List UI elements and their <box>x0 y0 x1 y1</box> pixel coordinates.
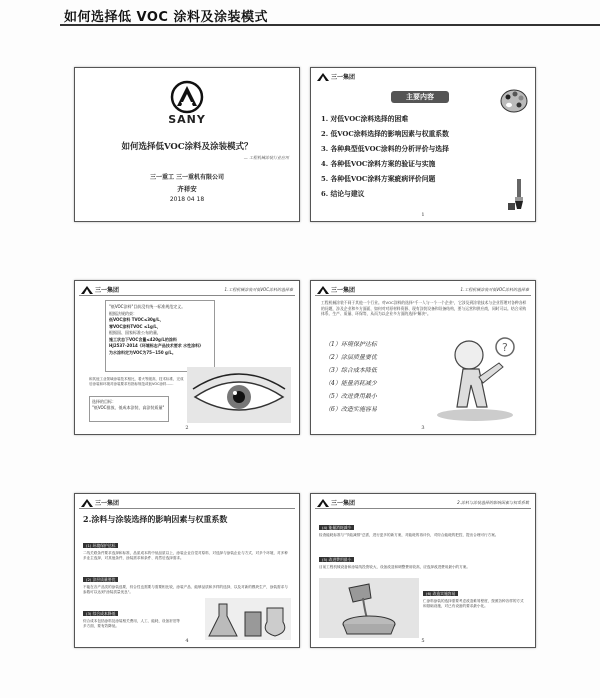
factor-text: 检查能耗标准与"节能减排"总需，进行更多的新方案，对能耗的再评价，对综合能耗的把控，提出合理可行方案。 <box>319 533 499 537</box>
factor-text: 仁涂料涂装的选择需要考虑改造难易程度，按照各种各样的方式和基础设施，对已有设备的要求最小化。 <box>423 599 524 608</box>
policy-line: "低VOC涂料"目前没有统一标准规范定义。 <box>109 304 186 309</box>
factor-section <box>423 580 527 609</box>
factor-section <box>319 546 527 570</box>
factor-text: 综合成本包括涂料及涂装相关费用，人工、能耗、设备折旧等多方面，要有效降低。 <box>83 619 181 628</box>
company-name: 三一重工 三一重机有限公司 <box>149 174 225 181</box>
factor-tag: (4) 能量消耗减少 <box>319 525 354 530</box>
page-header: 如何选择低 VOC 涂料及涂装模式 <box>64 10 268 25</box>
brand-header <box>317 72 355 81</box>
sany-logo-icon <box>167 80 207 114</box>
agenda-banner: 主要内容 <box>391 91 449 103</box>
brand-name: 三一集团 <box>95 287 120 294</box>
criteria-item: （6）改造实施容易 <box>325 406 377 413</box>
agenda-list <box>321 112 449 202</box>
policy-box <box>105 300 215 372</box>
slide-number: 1 <box>421 212 425 218</box>
sany-mark-icon <box>81 499 93 507</box>
factor-section <box>319 514 527 538</box>
paint-brush-icon <box>507 177 531 211</box>
agenda-item: 3. 各种典型低VOC涂料的分析评价与选择 <box>321 145 449 153</box>
factor-tag: (3) 综合成本降低 <box>83 611 118 616</box>
factor-text: 不能在各产品类的涂装选要，综合性也需要与需要相比较，涂装产品、能够品质和多样的选择，以及对新的模块生产，涂装需求与参数可以达到"涂装质量优良"。 <box>83 585 288 594</box>
header-rule <box>60 24 600 26</box>
slide-selection-criteria[interactable] <box>310 280 536 435</box>
slide-main-title: 如何选择低VOC涂料及涂装模式？ <box>121 142 253 152</box>
policy-line: 根据法规约束： <box>109 310 137 316</box>
brand-header <box>81 498 119 507</box>
slide-number: 2 <box>185 425 189 431</box>
agenda-item: 5. 各种低VOC涂料方案疵病评价问题 <box>321 175 436 183</box>
slide-intro: 工程机械涂装不同于其他一个行业。对VOC涂料的选择"千一人与一个一个企业"，它涉及到涂装技术与企业管理对各种各样的问题，涉及企业和多方面面，如何对对原材料资源、现有涂装设备和设备结构，要与运营和供应商，同时可以。结合采购体系、生产、质量、环保等，从而为以企业多方面的选择"解决"。 <box>321 300 527 316</box>
slide-big-title: 2.涂料与涂装选择的影响因素与权重系数 <box>83 514 228 524</box>
svg-text:?: ? <box>502 341 508 354</box>
policy-line: 零VOC涂料TVOC ≤1g/L， <box>109 323 161 329</box>
factor-tag: (2) 涂层质量要优 <box>83 577 118 582</box>
factor-section <box>83 566 291 595</box>
slide-section-tag: 1.工程机械涂装对低VOC涂料的选择难 <box>224 287 293 292</box>
goal-box <box>89 396 169 422</box>
slide-selection-difficulty[interactable] <box>74 280 300 435</box>
eye-photo-image <box>187 367 291 423</box>
author-name: 齐祥安 <box>177 185 197 193</box>
palette-icon <box>499 86 529 116</box>
factor-tag: (1) 环境保护达标 <box>83 543 118 548</box>
factor-text: 目前工程机械设备和涂装线投资较大，设备改造和调整费用较高，应选择改进费用最小的方案。 <box>319 565 470 569</box>
goal-title: 选择的目标： <box>92 399 116 404</box>
slide-rule <box>315 508 531 509</box>
slide-influencing-factors-cont[interactable] <box>310 493 536 648</box>
criteria-item: （5）改进费用最小 <box>325 393 377 400</box>
brand-name: 三一集团 <box>331 287 356 294</box>
factor-text: 二线关联条件要求选择和标准，品质成本的中低品质以上，涂装企业自觉对原料、对选择与涂装企业与方式、对多个环境，对多种多业主选择，对其他条件，涂装需求和条件、再然后选择需求。 <box>83 551 288 560</box>
paint-pour-image <box>319 578 419 638</box>
factor-section <box>83 600 183 629</box>
brand-name: 三一集团 <box>331 74 356 81</box>
agenda-item: 6. 结论与建议 <box>321 190 365 198</box>
goal-text: "低VOC排放、低成本涂装、高涂装质量" <box>92 405 165 410</box>
sany-mark-icon <box>317 499 329 507</box>
slide-subtitle: — 工程机械涂装行业应用 <box>243 155 289 160</box>
agenda-item: 4. 各种低VOC涂料方案的验证与实施 <box>321 160 436 168</box>
factor-tag: (6) 改造实施容易 <box>423 591 458 596</box>
logo-text: SANY <box>168 113 206 126</box>
slide-date: 2018 04 18 <box>169 196 205 203</box>
slide-rule <box>315 295 531 296</box>
brand-name: 三一集团 <box>331 500 356 507</box>
criteria-item: （4）能量消耗减少 <box>325 380 377 387</box>
slide-rule <box>79 508 295 509</box>
slide-note: 和其他工业领域涂装技术相比，着火等级高，技术标准，完成后涂装和环境对涂装要求有指标规范或低VOC涂料…… <box>89 377 184 386</box>
slide-section-tag: 2.涂料与涂装选择的影响因素与权重系数 <box>457 500 529 505</box>
agenda-item: 2. 低VOC涂料选择的影响因素与权重系数 <box>321 130 449 138</box>
criteria-item: （1）环境保护达标 <box>325 341 377 348</box>
slide-influencing-factors[interactable] <box>74 493 300 648</box>
thinking-figure-image <box>423 327 527 423</box>
slide-section-tag: 1.工程机械涂装对低VOC涂料的选择难 <box>460 287 529 292</box>
policy-line: 低VOC涂料 TVOC≤30g/L， <box>109 317 164 322</box>
slide-number: 3 <box>421 425 425 431</box>
slide-title[interactable] <box>74 67 300 222</box>
policy-line: 施工状态下VOC含量≤420g/L的涂料 <box>109 336 177 342</box>
slide-number: 4 <box>185 638 189 644</box>
brand-name: 三一集团 <box>95 500 120 507</box>
factor-tag: (5) 改进费用最小 <box>319 557 354 562</box>
flask-beaker-image <box>205 598 291 640</box>
policy-line: 为水涂料定为VOC为75~150 g/L。 <box>109 349 176 355</box>
slide-rule <box>79 295 295 296</box>
brand-header <box>81 285 119 294</box>
sany-mark-icon <box>81 286 93 294</box>
slide-agenda[interactable] <box>310 67 536 222</box>
criteria-item: （2）涂层质量要优 <box>325 354 377 361</box>
agenda-item: 1. 对低VOC涂料选择的困难 <box>321 115 409 123</box>
criteria-item: （3）综合成本降低 <box>325 367 377 374</box>
criteria-list <box>325 338 377 416</box>
factor-section <box>83 532 291 561</box>
brand-header <box>317 498 355 507</box>
slide-number: 5 <box>421 638 425 644</box>
policy-line: HJ2537-2014《环境标志产品技术要求 水性涂料》 <box>109 343 204 348</box>
brand-header <box>317 285 355 294</box>
policy-line: 根据国、国家标准公布的量， <box>109 330 161 335</box>
sany-mark-icon <box>317 73 329 81</box>
sany-mark-icon <box>317 286 329 294</box>
